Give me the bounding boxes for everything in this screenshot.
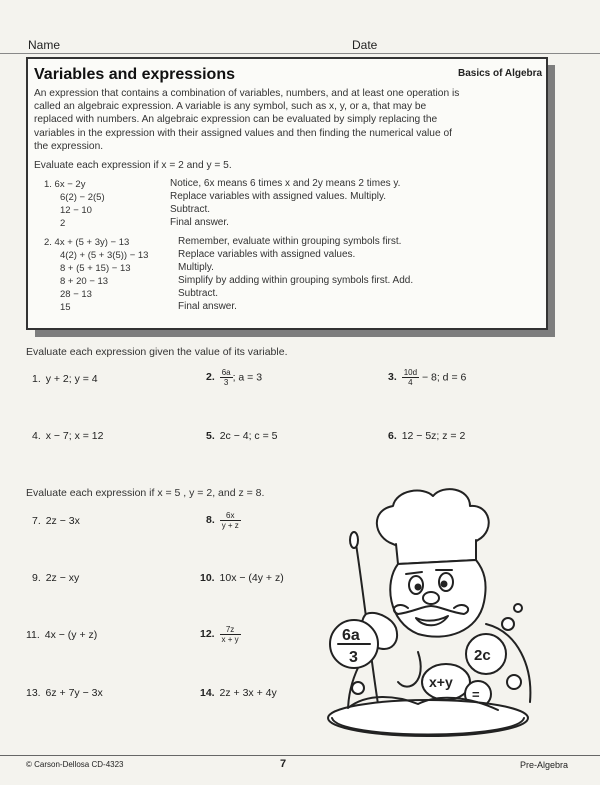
problem-expression: 10x − (4y + z)	[219, 572, 284, 584]
problem-number: 12.	[200, 628, 215, 641]
problem-expression: 2z + 3x + 4y	[219, 687, 277, 699]
problem-number: 7.	[32, 515, 41, 527]
problem-10	[200, 572, 284, 584]
bubble-text: 2c	[474, 647, 491, 664]
problem-1	[32, 373, 98, 385]
intro-line: called an algebraic expression. A variable is any symbol, such as x, y, or a, that may be	[34, 101, 427, 113]
problem-expression: ; a = 3	[232, 371, 263, 384]
example2-step: 2. 4x + (5 + 3y) − 13	[44, 237, 130, 248]
problem-expression: 4x − (y + z)	[44, 629, 98, 641]
example2-step: 15	[60, 302, 71, 313]
fraction	[220, 625, 241, 644]
problem-expression: 6z + 7y − 3x	[45, 687, 103, 699]
problem-number: 9.	[32, 572, 41, 584]
footer-copyright: © Carson-Dellosa CD-4323	[26, 760, 124, 769]
fraction	[220, 368, 233, 387]
example2-note: Final answer.	[178, 301, 237, 312]
denominator: y + z	[221, 521, 239, 530]
example1-step: 6(2) − 2(5)	[60, 192, 105, 203]
problem-number: 8.	[206, 514, 215, 527]
problem-4	[32, 430, 103, 442]
problem-expression: 2z − 3x	[45, 515, 80, 527]
problem-7	[32, 515, 80, 527]
example1-step: 12 − 10	[60, 205, 92, 216]
problem-12	[200, 625, 241, 644]
problem-expression: 2z − xy	[45, 572, 80, 584]
problem-number: 6.	[388, 430, 397, 442]
problem-5	[206, 430, 277, 442]
lesson-title: Variables and expressions	[34, 66, 235, 83]
problem-3	[388, 368, 466, 387]
problem-8	[206, 511, 241, 530]
problem-number: 10.	[200, 572, 215, 584]
problem-13	[26, 687, 103, 699]
intro-line: the expression.	[34, 140, 104, 152]
example1-step: 1. 6x − 2y	[44, 179, 86, 190]
example1-step: 2	[60, 218, 66, 229]
problem-9	[32, 572, 79, 584]
intro-line: An expression that contains a combination of variables, numbers, and at least one operation is	[34, 88, 460, 99]
problem-number: 14.	[200, 687, 215, 699]
problem-expression: − 8; d = 6	[419, 371, 467, 384]
numerator: 6x	[220, 511, 241, 521]
problem-number: 11.	[26, 629, 40, 641]
numerator: 7z	[220, 625, 241, 635]
intro-line: replaced with numbers. An algebraic expression can be evaluated by simply replacing the	[34, 114, 438, 126]
numerator: 6a	[221, 368, 231, 377]
problem-number: 13.	[26, 687, 41, 699]
problem-number: 2.	[206, 371, 215, 384]
example2-note: Remember, evaluate within grouping symbols first.	[178, 236, 402, 247]
example1-note: Subtract.	[170, 204, 211, 215]
problem-number: 3.	[388, 371, 397, 384]
section1-title: Evaluate each expression given the value of its variable.	[26, 346, 288, 358]
denominator: x + y	[221, 635, 239, 644]
name-label: Name	[28, 38, 61, 52]
denominator: 4	[408, 378, 413, 387]
evaluate-instruction: Evaluate each expression if x = 2 and y = 5.	[34, 160, 232, 171]
example1-note: Replace variables with assigned values. Multiply.	[170, 191, 387, 202]
section2-title: Evaluate each expression if x = 5 , y = 2, and z = 8.	[26, 487, 265, 499]
bubble-text: 3	[349, 649, 358, 666]
footer-subject: Pre-Algebra	[520, 760, 569, 770]
problem-6	[388, 430, 465, 442]
bubble-text: x+y	[429, 674, 453, 690]
numerator: 10d	[403, 368, 418, 377]
denominator: 3	[223, 378, 229, 387]
example2-note: Replace variables with assigned values.	[178, 249, 356, 260]
example1-note: Notice, 6x means 6 times x and 2y means 2 times y.	[170, 178, 401, 189]
example1-note: Final answer.	[170, 217, 229, 228]
example2-step: 8 + (5 + 15) − 13	[60, 263, 131, 274]
problem-expression: y + 2; y = 4	[45, 373, 98, 385]
problem-11	[26, 629, 97, 641]
problem-number: 1.	[32, 373, 41, 385]
chef-illustration	[318, 482, 558, 752]
lesson-subtitle: Basics of Algebra	[458, 68, 543, 79]
intro-paragraph	[34, 87, 542, 153]
footer-rule	[0, 755, 600, 756]
example2-note: Subtract.	[178, 288, 219, 299]
fraction	[402, 368, 419, 387]
problem-number: 4.	[32, 430, 41, 442]
problem-14	[200, 687, 277, 699]
example2-note: Simplify by adding within grouping symbols first. Add.	[178, 275, 414, 286]
fraction	[220, 511, 241, 530]
bubble-text: =	[472, 687, 480, 702]
page-number: 7	[280, 758, 287, 770]
problem-expression: 2c − 4; c = 5	[219, 430, 278, 442]
example2-step: 28 − 13	[60, 289, 92, 300]
bubble-text: 6a	[342, 627, 360, 644]
problem-expression: x − 7; x = 12	[45, 430, 104, 442]
example2-step: 4(2) + (5 + 3(5)) − 13	[60, 250, 149, 261]
example2-note: Multiply.	[178, 262, 214, 273]
date-label: Date	[352, 38, 378, 52]
example2-step: 8 + 20 − 13	[60, 276, 109, 287]
intro-line: variables in the expression with their assigned values and then finding the numerical value of	[34, 127, 452, 139]
problem-number: 5.	[206, 430, 215, 442]
problem-expression: 12 − 5z; z = 2	[401, 430, 466, 442]
problem-2	[206, 368, 262, 387]
header-rule	[0, 53, 600, 54]
